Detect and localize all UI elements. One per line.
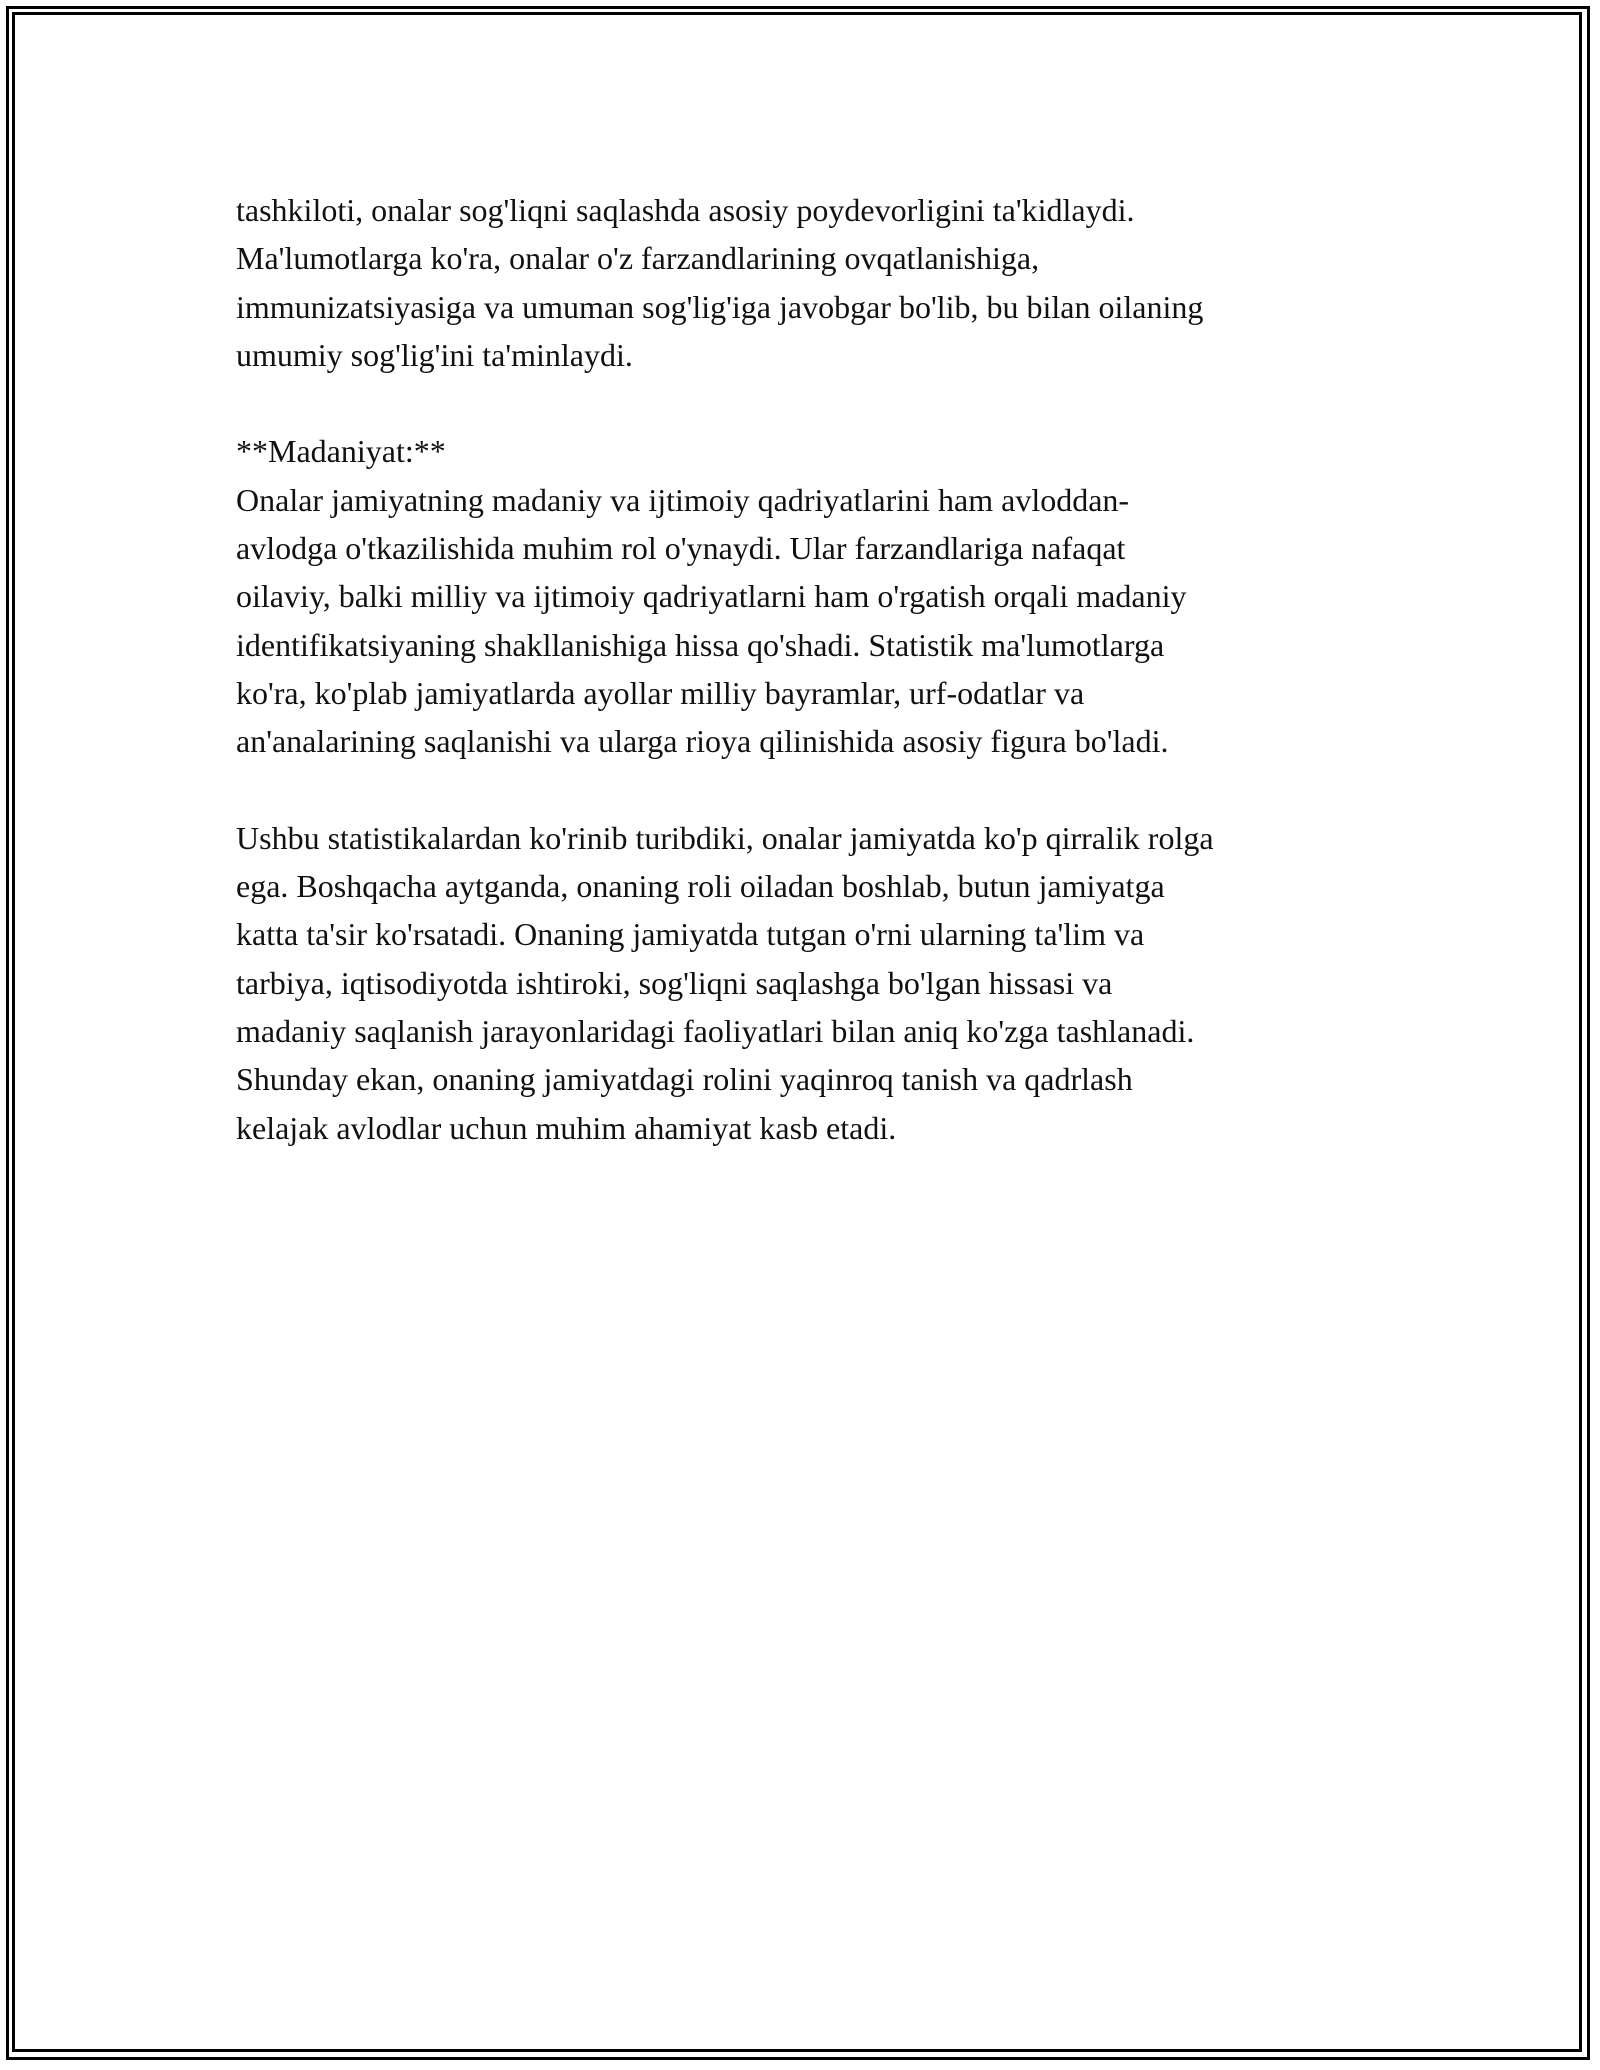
text-line: Onalar jamiyatning madaniy va ijtimoiy qadriyatlarini ham avloddan- — [236, 481, 1130, 518]
text-line: Ushbu statistikalardan ko'rinib turibdiki, onalar jamiyatda ko'p qirralik rolga — [236, 819, 1214, 856]
text-line: kelajak avlodlar uchun muhim ahamiyat kasb etadi. — [236, 1109, 897, 1146]
text-line: umumiy sog'lig'ini ta'minlaydi. — [236, 336, 633, 373]
text-line: tarbiya, iqtisodiyotda ishtiroki, sog'liqni saqlashga bo'lgan hissasi va — [236, 964, 1113, 1001]
heading-text: **Madaniyat:** — [236, 433, 446, 470]
paragraph-conclusion — [236, 814, 1366, 1152]
paragraph-culture — [236, 476, 1366, 766]
text-line: ega. Boshqacha aytganda, onaning roli oiladan boshlab, butun jamiyatga — [236, 868, 1165, 905]
paragraph-spacer — [236, 379, 1366, 427]
text-line: katta ta'sir ko'rsatadi. Onaning jamiyatda tutgan o'rni ularning ta'lim va — [236, 916, 1145, 953]
paragraph-health — [236, 186, 1366, 379]
document-body — [236, 186, 1366, 1152]
text-line: an'analarining saqlanishi va ularga rioya qilinishida asosiy figura bo'ladi. — [236, 723, 1169, 760]
text-line: Shunday ekan, onaning jamiyatdagi rolini yaqinroq tanish va qadrlash — [236, 1061, 1133, 1098]
text-line: identifikatsiyaning shakllanishiga hissa qo'shadi. Statistik ma'lumotlarga — [236, 626, 1165, 663]
text-line: tashkiloti, onalar sog'liqni saqlashda asosiy poydevorligini ta'kidlaydi. — [236, 192, 1135, 228]
text-line: madaniy saqlanish jarayonlaridagi faoliyatlari bilan aniq ko'zga tashlanadi. — [236, 1013, 1195, 1050]
paragraph-spacer — [236, 766, 1366, 814]
text-line: immunizatsiyasiga va umuman sog'lig'iga javobgar bo'lib, bu bilan oilaning — [236, 288, 1204, 325]
text-line: avlodga o'tkazilishida muhim rol o'ynaydi. Ular farzandlariga nafaqat — [236, 530, 1126, 567]
section-heading-culture — [236, 427, 1366, 475]
text-line: Ma'lumotlarga ko'ra, onalar o'z farzandlarining ovqatlanishiga, — [236, 240, 1040, 277]
text-line: ko'ra, ko'plab jamiyatlarda ayollar milliy bayramlar, urf-odatlar va — [236, 674, 1085, 711]
text-line: oilaviy, balki milliy va ijtimoiy qadriyatlarni ham o'rgatish orqali madaniy — [236, 578, 1187, 615]
